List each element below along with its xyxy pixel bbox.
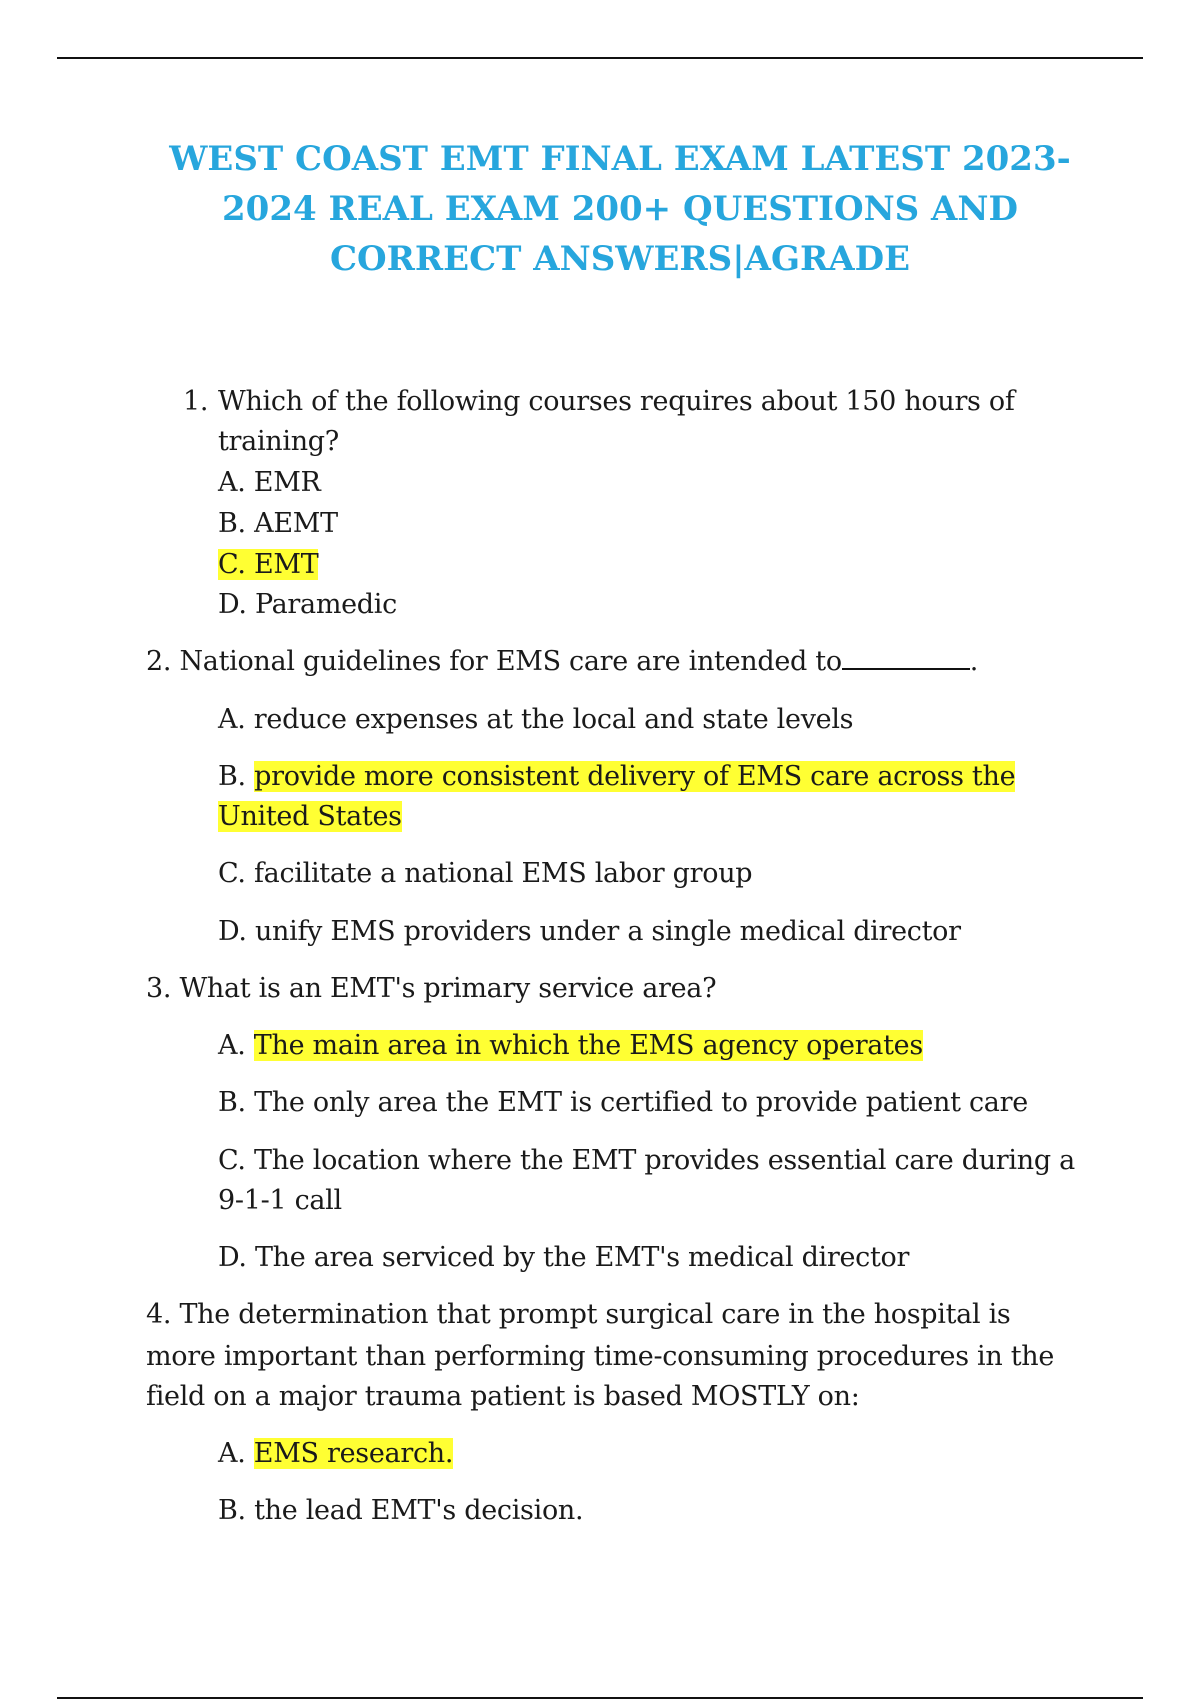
title-line: 2024 REAL EXAM 200+ QUESTIONS AND	[222, 189, 1018, 229]
question-2	[146, 642, 978, 682]
question-4-number: 4.	[146, 1299, 172, 1330]
option-text: The area serviced by the EMT's medical director	[254, 1242, 910, 1273]
highlighted-answer: EMS research.	[253, 1438, 454, 1469]
question-1-text-line2: training?	[218, 426, 339, 457]
document-title	[120, 134, 1120, 284]
question-3-option-c	[218, 1141, 1075, 1181]
option-letter: C.	[218, 858, 246, 889]
option-letter: A.	[218, 704, 246, 735]
option-text: facilitate a national EMS labor group	[253, 858, 753, 889]
question-1-option-c	[218, 545, 318, 585]
option-letter: A.	[218, 1030, 246, 1061]
question-3-option-c-line2: 9-1-1 call	[218, 1185, 342, 1216]
option-letter: B.	[218, 508, 246, 539]
question-2-option-b	[218, 757, 1015, 797]
title-line: CORRECT ANSWERS|AGRADE	[329, 239, 911, 279]
question-2-number: 2.	[146, 646, 172, 677]
option-text: the lead EMT's decision.	[254, 1495, 584, 1526]
question-3	[146, 969, 716, 1009]
option-text: unify EMS providers under a single medical director	[254, 916, 961, 947]
highlighted-answer: The main area in which the EMS agency operates	[253, 1030, 923, 1061]
option-letter: B.	[218, 761, 246, 792]
question-2-text-end: .	[969, 646, 979, 677]
question-2-text: National guidelines for EMS care are intended to	[179, 646, 842, 677]
option-text: Paramedic	[254, 589, 397, 620]
option-text: AEMT	[254, 508, 338, 539]
answer-blank	[842, 642, 970, 670]
question-1-number: 1.	[183, 386, 209, 417]
question-4-line3: field on a major trauma patient is based MOSTLY on:	[146, 1381, 860, 1412]
bottom-rule	[57, 1697, 1143, 1699]
option-letter: A.	[218, 467, 246, 498]
highlighted-answer: provide more consistent delivery of EMS care across the	[254, 761, 1016, 792]
question-1-option-d	[218, 585, 397, 625]
option-text: EMT	[253, 549, 319, 580]
highlighted-answer	[218, 549, 318, 580]
question-2-option-a	[218, 700, 853, 740]
question-3-option-d	[218, 1238, 909, 1278]
question-4-option-b	[218, 1491, 583, 1531]
question-4-option-a	[218, 1434, 453, 1474]
question-2-option-c	[218, 854, 752, 894]
option-letter: D.	[218, 1242, 247, 1273]
option-letter: D.	[218, 589, 247, 620]
question-4-text: The determination that prompt surgical care in the hospital is	[179, 1299, 1011, 1330]
question-3-option-b	[218, 1083, 1028, 1123]
option-text: EMR	[253, 467, 321, 498]
question-4-line1	[146, 1295, 1010, 1335]
option-letter: D.	[218, 916, 247, 947]
top-rule	[57, 57, 1143, 59]
highlighted-answer: United States	[218, 801, 402, 832]
option-text: The only area the EMT is certified to provide patient care	[254, 1087, 1028, 1118]
question-2-option-d	[218, 912, 961, 952]
question-3-number: 3.	[146, 973, 172, 1004]
question-4-line2: more important than performing time-consuming procedures in the	[146, 1341, 1055, 1372]
question-3-text: What is an EMT's primary service area?	[179, 973, 717, 1004]
question-1-option-a	[218, 463, 321, 503]
option-letter: C.	[218, 549, 246, 580]
question-2-option-b-line2	[218, 797, 402, 837]
question-3-option-a	[218, 1026, 923, 1066]
option-text: The location where the EMT provides essential care during a	[253, 1145, 1075, 1176]
question-1-option-b	[218, 504, 338, 544]
question-1-text-line1: Which of the following courses requires about 150 hours of	[218, 386, 1015, 417]
option-letter: B.	[218, 1087, 246, 1118]
title-line: WEST COAST EMT FINAL EXAM LATEST 2023-	[169, 139, 1071, 179]
option-letter: C.	[218, 1145, 246, 1176]
option-letter: A.	[218, 1438, 246, 1469]
option-text: reduce expenses at the local and state levels	[253, 704, 854, 735]
option-letter: B.	[218, 1495, 246, 1526]
